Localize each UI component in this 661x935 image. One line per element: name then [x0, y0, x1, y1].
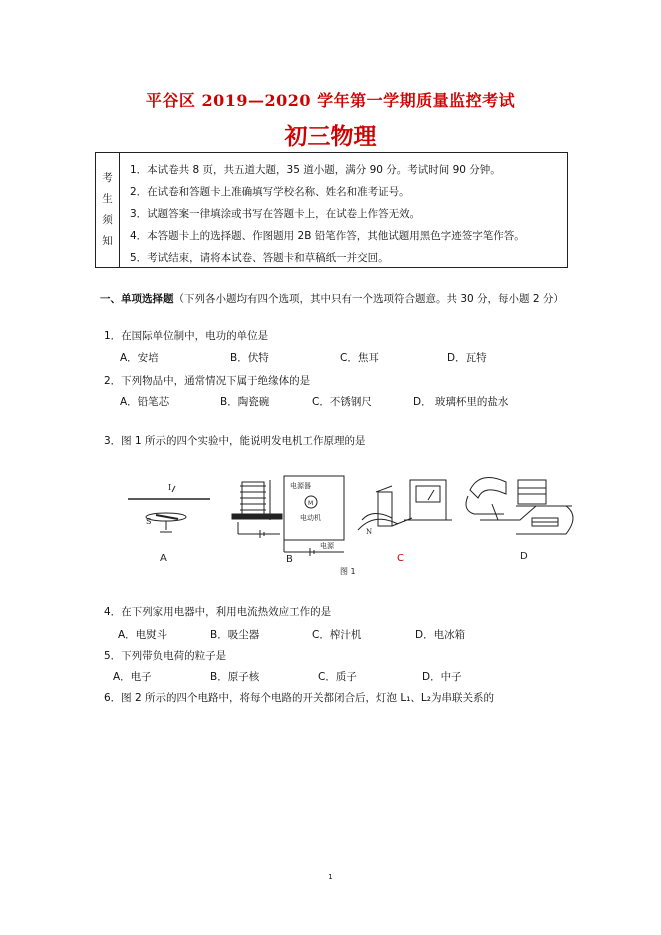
- fig-annotation: 电源器: [290, 482, 311, 490]
- section-heading: [100, 290, 570, 309]
- notice-box: [95, 152, 568, 268]
- question-stem: 4．在下列家用电器中，利用电流热效应工作的是: [104, 606, 332, 618]
- question-stem: 3．图 1 所示的四个实验中，能说明发电机工作原理的是: [104, 435, 366, 447]
- exam-title: 平谷区 2019—2020 学年第一学期质量监控考试: [145, 91, 516, 110]
- option: D．瓦特: [447, 352, 487, 364]
- option: C．焦耳: [340, 352, 379, 364]
- option: C．质子: [318, 671, 357, 683]
- question-stem: 5．下列带负电荷的粒子是: [104, 650, 227, 662]
- notice-label: [96, 153, 120, 267]
- option: C．榨汁机: [312, 629, 362, 641]
- option: A．电熨斗: [118, 629, 168, 641]
- notice-item: 5．考试结束，请将本试卷、答题卡和草稿纸一并交回。: [130, 252, 389, 264]
- figure-1c-generator-experiment: [358, 480, 452, 530]
- option: C．不锈钢尺: [312, 396, 372, 408]
- figure-1-label-d: D: [520, 551, 528, 562]
- notice-item: 3．试题答案一律填涂或书写在答题卡上，在试卷上作答无效。: [130, 208, 421, 220]
- fig-annotation: M: [308, 500, 314, 507]
- figure-1a-compass-experiment: [128, 486, 210, 532]
- option: A．电子: [113, 671, 152, 683]
- option: B．原子核: [210, 671, 260, 683]
- notice-label-char: 生: [102, 193, 113, 205]
- exam-subtitle: 初三物理: [284, 123, 377, 150]
- option: B．吸尘器: [210, 629, 260, 641]
- section-title: 一、单项选择题: [100, 293, 174, 305]
- fig-annotation: I: [168, 483, 172, 492]
- fig-annotation: S: [146, 517, 152, 526]
- question-stem: 2．下列物品中，通常情况下属于绝缘体的是: [104, 375, 311, 387]
- option: D．电冰箱: [415, 629, 466, 641]
- question-stem: 6．图 2 所示的四个电路中，将每个电路的开关都闭合后，灯泡 L₁、L₂为串联关系的: [104, 692, 494, 704]
- figure-1-label-b: B: [286, 554, 293, 565]
- question-stem: 1．在国际单位制中，电功的单位是: [104, 330, 269, 342]
- notice-label-char: 须: [102, 214, 113, 226]
- fig-annotation: N: [366, 528, 373, 536]
- figure-1-caption: 图 1: [340, 567, 356, 576]
- figure-1d-motor-experiment: [466, 478, 573, 535]
- page-number: 1: [328, 873, 333, 881]
- option: B．陶瓷碗: [220, 396, 270, 408]
- figure-1-label-a: A: [160, 553, 167, 564]
- option: A．安培: [120, 352, 159, 364]
- option: A．铅笔芯: [120, 396, 170, 408]
- option: D． 玻璃杯里的盐水: [413, 396, 509, 408]
- option: D．中子: [422, 671, 462, 683]
- fig-annotation: 电动机: [300, 514, 321, 522]
- figure-1: [120, 462, 580, 580]
- notice-label-char: 考: [102, 172, 113, 184]
- fig-annotation: 电源: [320, 542, 334, 550]
- option: B．伏特: [230, 352, 269, 364]
- notice-item: 4．本答题卡上的选择题、作图题用 2B 铅笔作答，其他试题用黑色字迹签字笔作答。: [130, 230, 525, 242]
- notice-label-char: 知: [102, 235, 113, 247]
- section-instruction: （下列各小题均有四个选项，其中只有一个选项符合题意。共 30 分，每小题 2 分）: [173, 293, 564, 305]
- figure-1-label-c: C: [397, 553, 404, 564]
- notice-item: 2．在试卷和答题卡上准确填写学校名称、姓名和准考证号。: [130, 186, 410, 198]
- notice-item: 1．本试卷共 8 页，共五道大题，35 道小题，满分 90 分。考试时间 90 分钟。: [130, 164, 501, 176]
